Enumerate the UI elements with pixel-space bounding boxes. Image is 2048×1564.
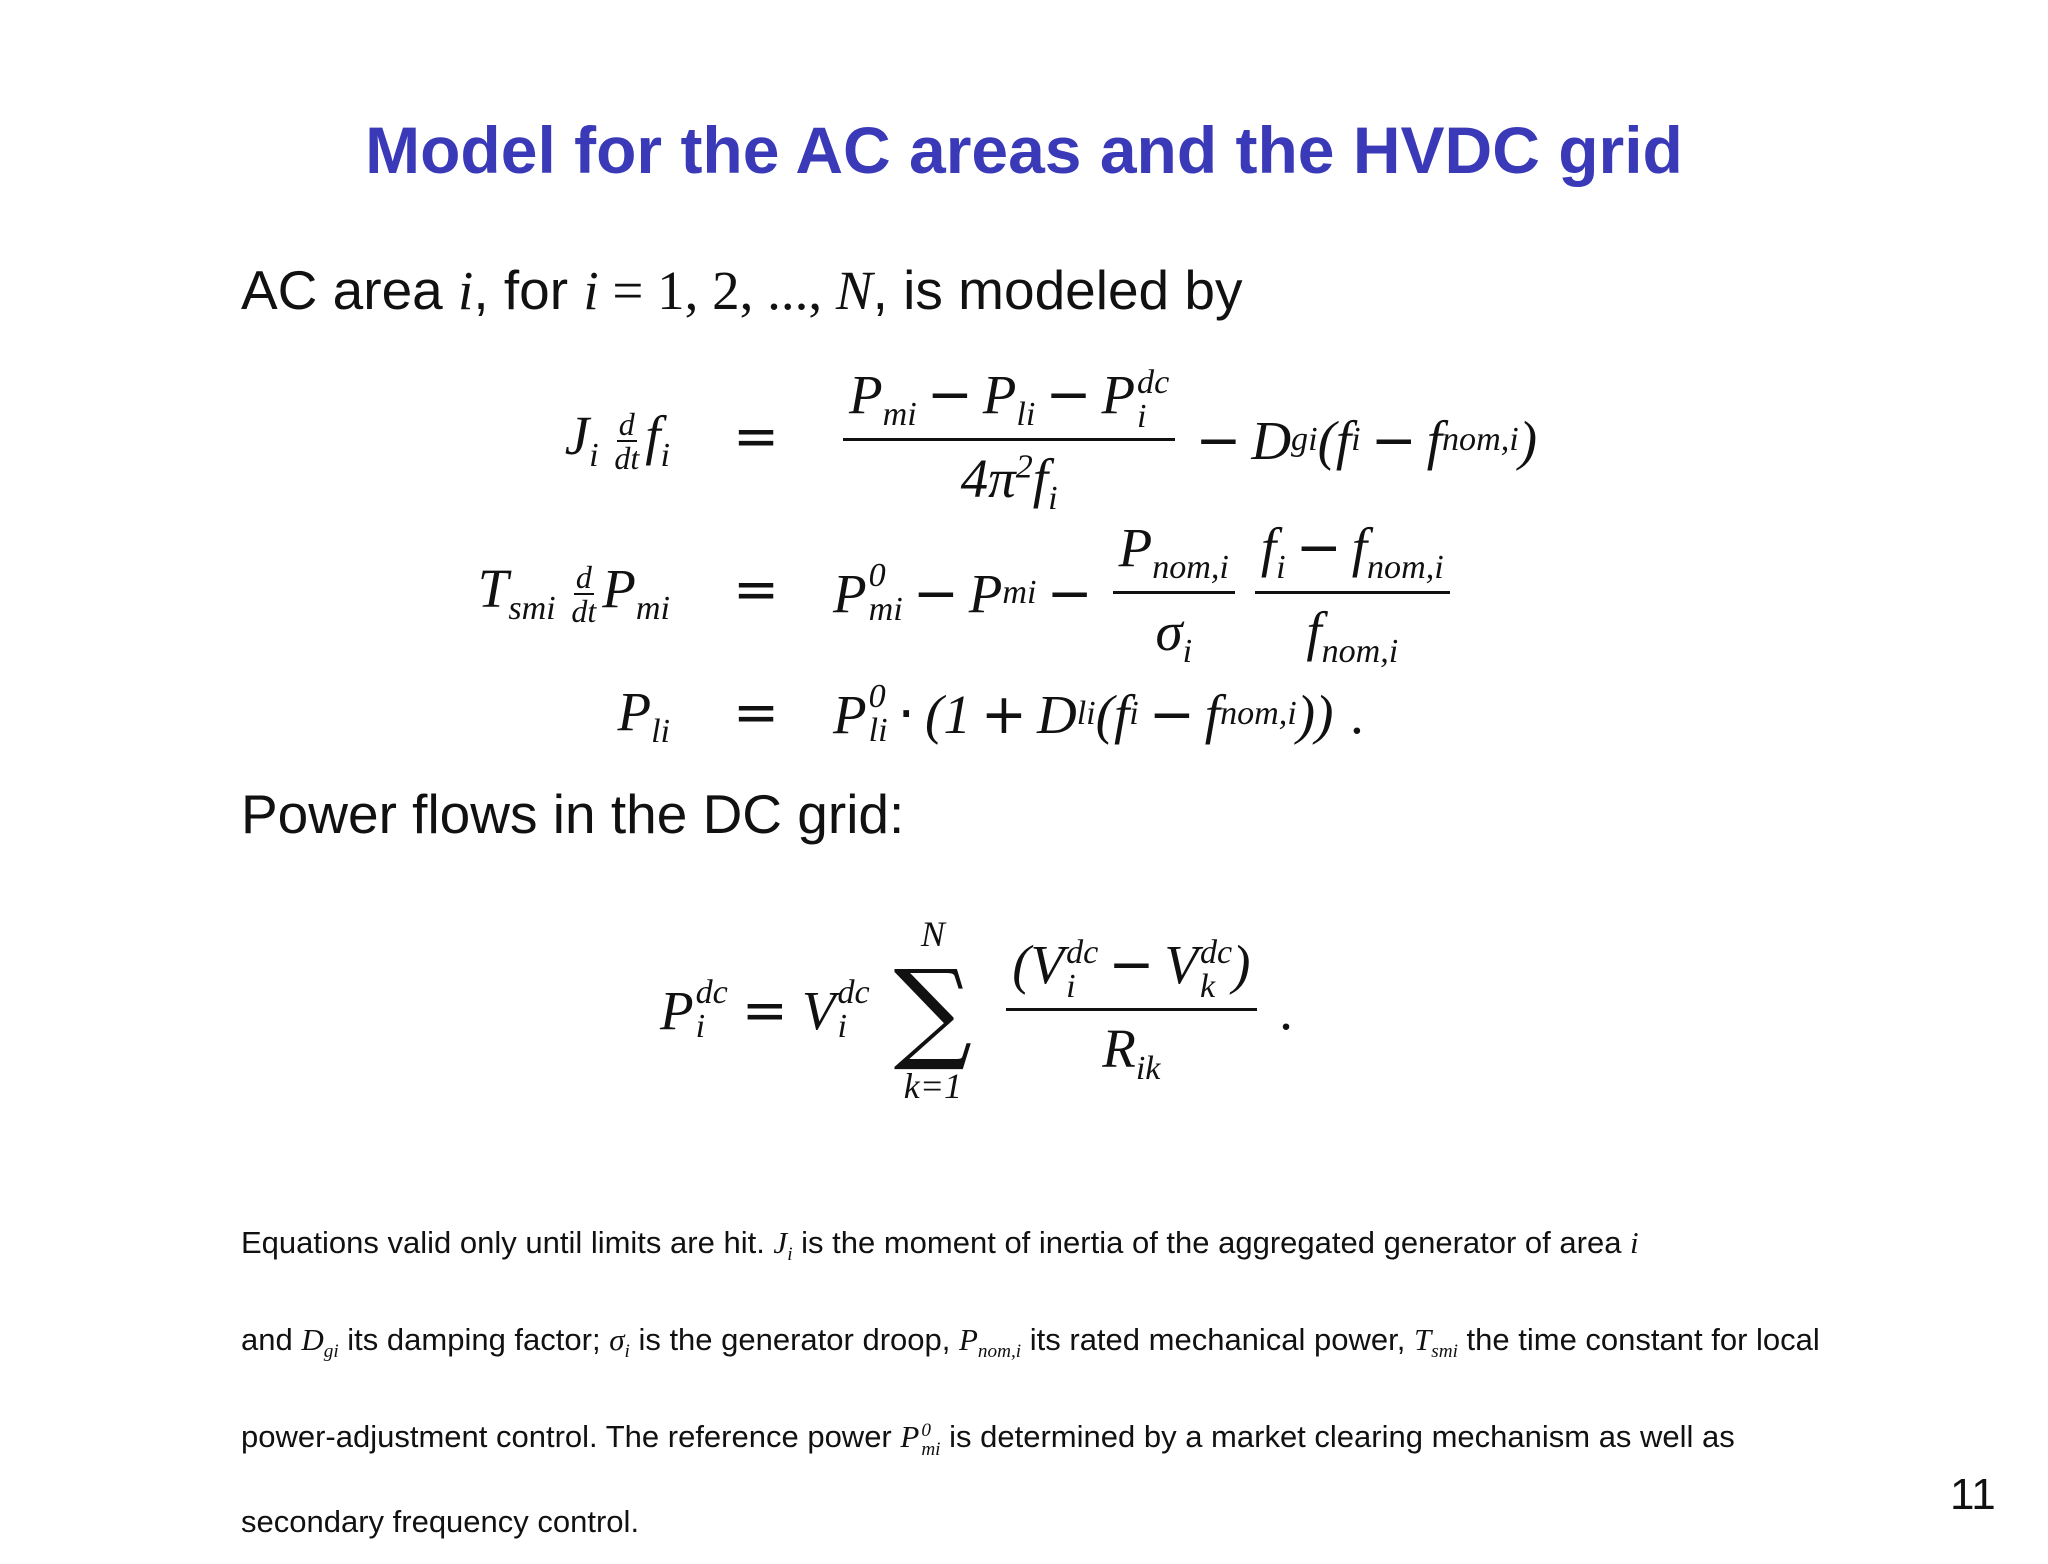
note-area-i: i [1630,1225,1639,1260]
note-s8: is determined by a market clearing mechanism as well as secondary frequency control. [241,1419,1735,1540]
intro-range: = 1, 2, ..., [598,260,836,321]
note-s5: is the generator droop, [629,1322,959,1358]
intro-variable: i [458,260,474,321]
note-d-symbol: $D_{gi}$ [301,1322,339,1363]
note-s7: the time constant for local power-adjustment control. The reference power [241,1322,1820,1455]
eq1-rhs: $P_{mi} - P_{li} - P$ dc i $4\pi^2f_i$ − D gi ( f i − f nom,i ) [833,362,1537,518]
intro-line [241,258,1243,322]
note-s3: and [241,1322,302,1358]
intro-prefix: AC area [241,259,459,321]
slide-title: Model for the AC areas and the HVDC grid [365,113,1683,187]
eq1-lhs: $J_i$ $\frac{d}{dt}$ $f_i$ [564,405,670,477]
intro-n: N [835,260,873,321]
eq3-rhs: P 0 li · (1 + D li ( f i − f nom,i )) . [833,678,1366,750]
eq3-lhs: $P_{li}$ [617,681,670,750]
note-sigma-symbol: $\sigma_i$ [609,1322,630,1363]
note-pnom-symbol: $P_{nom,i}$ [958,1322,1022,1363]
eq2-rhs: P 0 mi − P mi − $\frac{P_{nom,i}}{\sigma_i}$ $\frac{f_i - f_{nom,i}}{f_{nom,i}}$ [833,515,1460,671]
intro-for: , for [473,259,584,321]
eq1-equals: = [732,404,780,468]
note-tsmi-symbol: $T_{smi}$ [1414,1322,1458,1363]
equation-dc-power-flow: P dc i = V dc i N ∑ k=1 (V dc i − V dc k ) $R_{ik}$ . [660,914,1295,1106]
page-number: 11 [1950,1470,1996,1519]
summation-symbol: N ∑ k=1 [893,914,973,1106]
dc-grid-heading: Power flows in the DC grid: [241,783,905,845]
eq2-equals: = [732,557,780,621]
eq2-lhs: $T_{smi}$ $\frac{d}{dt}$ $P_{mi}$ [477,558,670,630]
note-s4: its damping factor; [338,1322,610,1358]
note-j-symbol: $J_i$ [773,1225,793,1266]
note-s6: its rated mechanical power, [1021,1322,1414,1358]
equation-load [0,680,2048,760]
intro-index: i [583,260,599,321]
note-pmi0-symbol: P 0 mi [900,1419,941,1461]
note-s1: Equations valid only until limits are hit. [241,1225,774,1260]
footnote-explanation [241,1200,1861,1564]
equation-frequency [0,362,2048,518]
eq3-equals: = [732,680,780,744]
intro-suffix: , is modeled by [872,259,1243,321]
equation-mechanical-power [0,515,2048,670]
note-s2: is the moment of inertia of the aggregated generator of area [792,1225,1631,1260]
